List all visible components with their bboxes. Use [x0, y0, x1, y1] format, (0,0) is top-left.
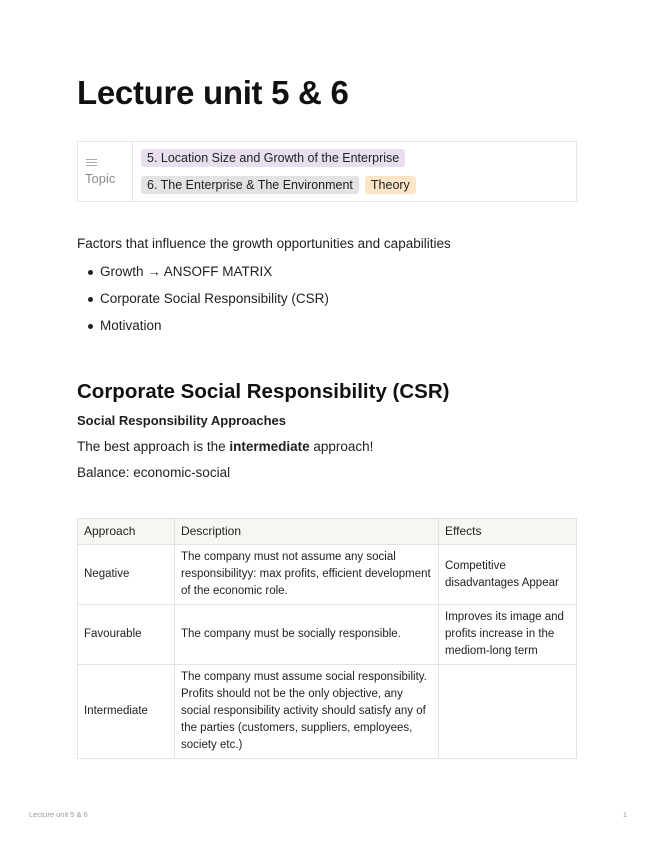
cell-description[interactable]: The company must be socially responsible. — [175, 605, 439, 665]
cell-effects[interactable]: Improves its image and profits increase in the mediom-long term — [439, 605, 577, 665]
best-approach-text — [77, 439, 373, 454]
footer-title: Lecture unit 5 & 6 — [29, 810, 88, 819]
approaches-table — [77, 518, 577, 759]
page-number: 1 — [622, 810, 627, 819]
property-key-topic[interactable] — [78, 142, 133, 201]
cell-approach[interactable]: Negative — [78, 545, 175, 605]
topic-tag-location-size[interactable]: 5. Location Size and Growth of the Enterprise — [141, 149, 405, 167]
cell-effects[interactable]: Competitive disadvantages Appear — [439, 545, 577, 605]
header-effects[interactable]: Effects — [439, 519, 577, 545]
table-row — [78, 545, 577, 605]
properties-block — [77, 141, 577, 202]
header-description[interactable]: Description — [175, 519, 439, 545]
property-key-label: Topic — [85, 171, 116, 186]
topic-tag-enterprise-environment[interactable]: 6. The Enterprise & The Environment — [141, 176, 359, 194]
cell-effects[interactable] — [439, 665, 577, 759]
table-row — [78, 665, 577, 759]
page-title: Lecture unit 5 & 6 — [77, 74, 349, 111]
topic-tag-theory[interactable]: Theory — [365, 176, 416, 194]
cell-approach[interactable]: Favourable — [78, 605, 175, 665]
list-icon — [86, 157, 97, 168]
intro-text: Factors that influence the growth opportunities and capabilities — [77, 236, 451, 251]
header-approach[interactable]: Approach — [78, 519, 175, 545]
bullet-list — [77, 264, 329, 345]
section-subheading: Social Responsibility Approaches — [77, 413, 287, 428]
table-header-row — [78, 519, 577, 545]
bullet-item-motivation: Motivation — [77, 318, 329, 345]
bullet-item-growth: Growth → ANSOFF MATRIX — [77, 264, 329, 291]
cell-description[interactable]: The company must assume social responsibility. Profits should not be the only objective, any social responsibility activity should satisfy any of the parties (customers, suppliers, employees, society etc.) — [175, 665, 439, 759]
best-approach-suffix: approach! — [309, 439, 374, 454]
cell-approach[interactable]: Intermediate — [78, 665, 175, 759]
balance-text: Balance: economic-social — [77, 465, 231, 480]
bullet-item-csr: Corporate Social Responsibility (CSR) — [77, 291, 329, 318]
best-approach-bold: intermediate — [229, 439, 310, 454]
property-value-topic[interactable] — [133, 142, 576, 201]
best-approach-prefix: The best approach is the — [77, 439, 230, 454]
table-row — [78, 605, 577, 665]
section-heading: Corporate Social Responsibility (CSR) — [77, 380, 450, 403]
cell-description[interactable]: The company must not assume any social responsibilityy: max profits, efficient development of the economic role. — [175, 545, 439, 605]
